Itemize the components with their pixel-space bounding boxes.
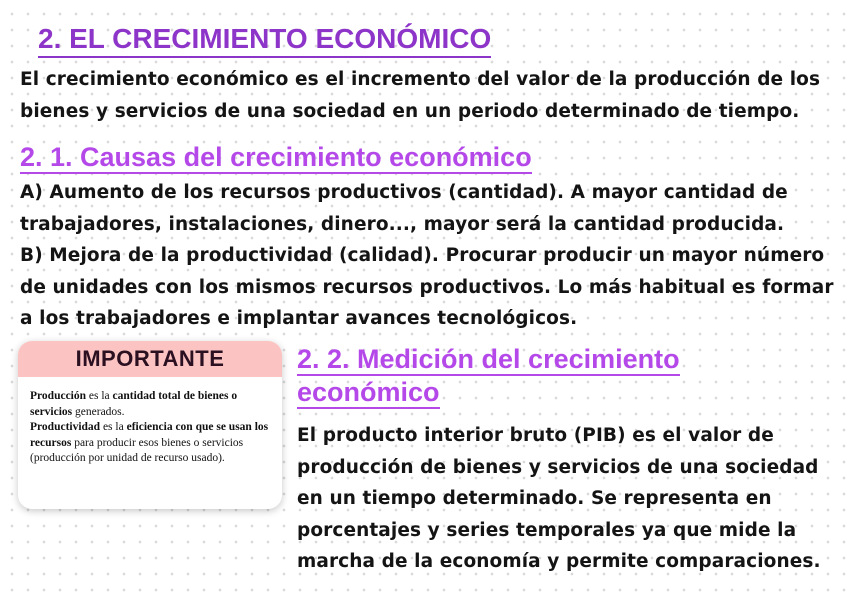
section-2-line: marcha de la economía y permite comparaciones. (297, 551, 821, 572)
definition-text: es la (86, 390, 113, 402)
definition-production (30, 389, 270, 420)
section-2-line: porcentajes y series temporales ya que mide la (297, 519, 797, 541)
definition-bold: cantidad total de bienes o servicios (30, 390, 238, 418)
section-1-heading-text: 2. 1. Causas del crecimiento económico (20, 142, 532, 172)
important-card-body (18, 377, 282, 467)
definition-text: es la (100, 421, 127, 433)
section-1-line: de unidades con los mismos recursos productivos. Lo más habitual es formar (20, 276, 834, 298)
page-title: 2. EL CRECIMIENTO ECONÓMICO (38, 22, 491, 58)
section-2-heading (297, 343, 680, 409)
important-card-header (18, 341, 282, 377)
section-2-line: El producto interior bruto (PIB) es el valor de (297, 425, 774, 446)
section-2-body (297, 420, 821, 578)
section-2-line: en un tiempo determinado. Se representa en (297, 488, 772, 509)
important-card (18, 341, 282, 509)
term-productivity: Productividad (30, 421, 101, 433)
section-1-line: A) Aumento de los recursos productivos (cantidad). A mayor cantidad de (20, 182, 788, 203)
intro-line: bienes y servicios de una sociedad en un periodo determinado de tiempo. (20, 100, 800, 122)
section-1-line: trabajadores, instalaciones, dinero..., mayor será la cantidad producida. (20, 213, 785, 235)
section-1-heading (20, 141, 532, 174)
section-1-body (20, 177, 834, 335)
intro-paragraph (20, 64, 820, 127)
definition-text: generados. (72, 405, 125, 418)
important-label: IMPORTANTE (75, 346, 225, 371)
section-1-line: a los trabajadores e implantar avances tecnológicos. (20, 308, 578, 329)
section-2-heading-line: económico (297, 377, 440, 407)
term-production: Producción (30, 390, 87, 402)
section-2-heading-line: 2. 2. Medición del crecimiento (297, 344, 680, 374)
section-1-line: B) Mejora de la productividad (calidad). Procurar producir un mayor número (20, 245, 825, 266)
definition-bold: eficiencia con que se usan los recursos (30, 421, 269, 449)
definition-text: para producir esos bienes o servicios (producción por unidad de recurso usado). (30, 436, 244, 464)
intro-line: El crecimiento económico es el incremento del valor de la producción de los (20, 69, 821, 90)
definition-productivity (30, 420, 270, 467)
section-2-line: producción de bienes y servicios de una sociedad (297, 456, 819, 478)
